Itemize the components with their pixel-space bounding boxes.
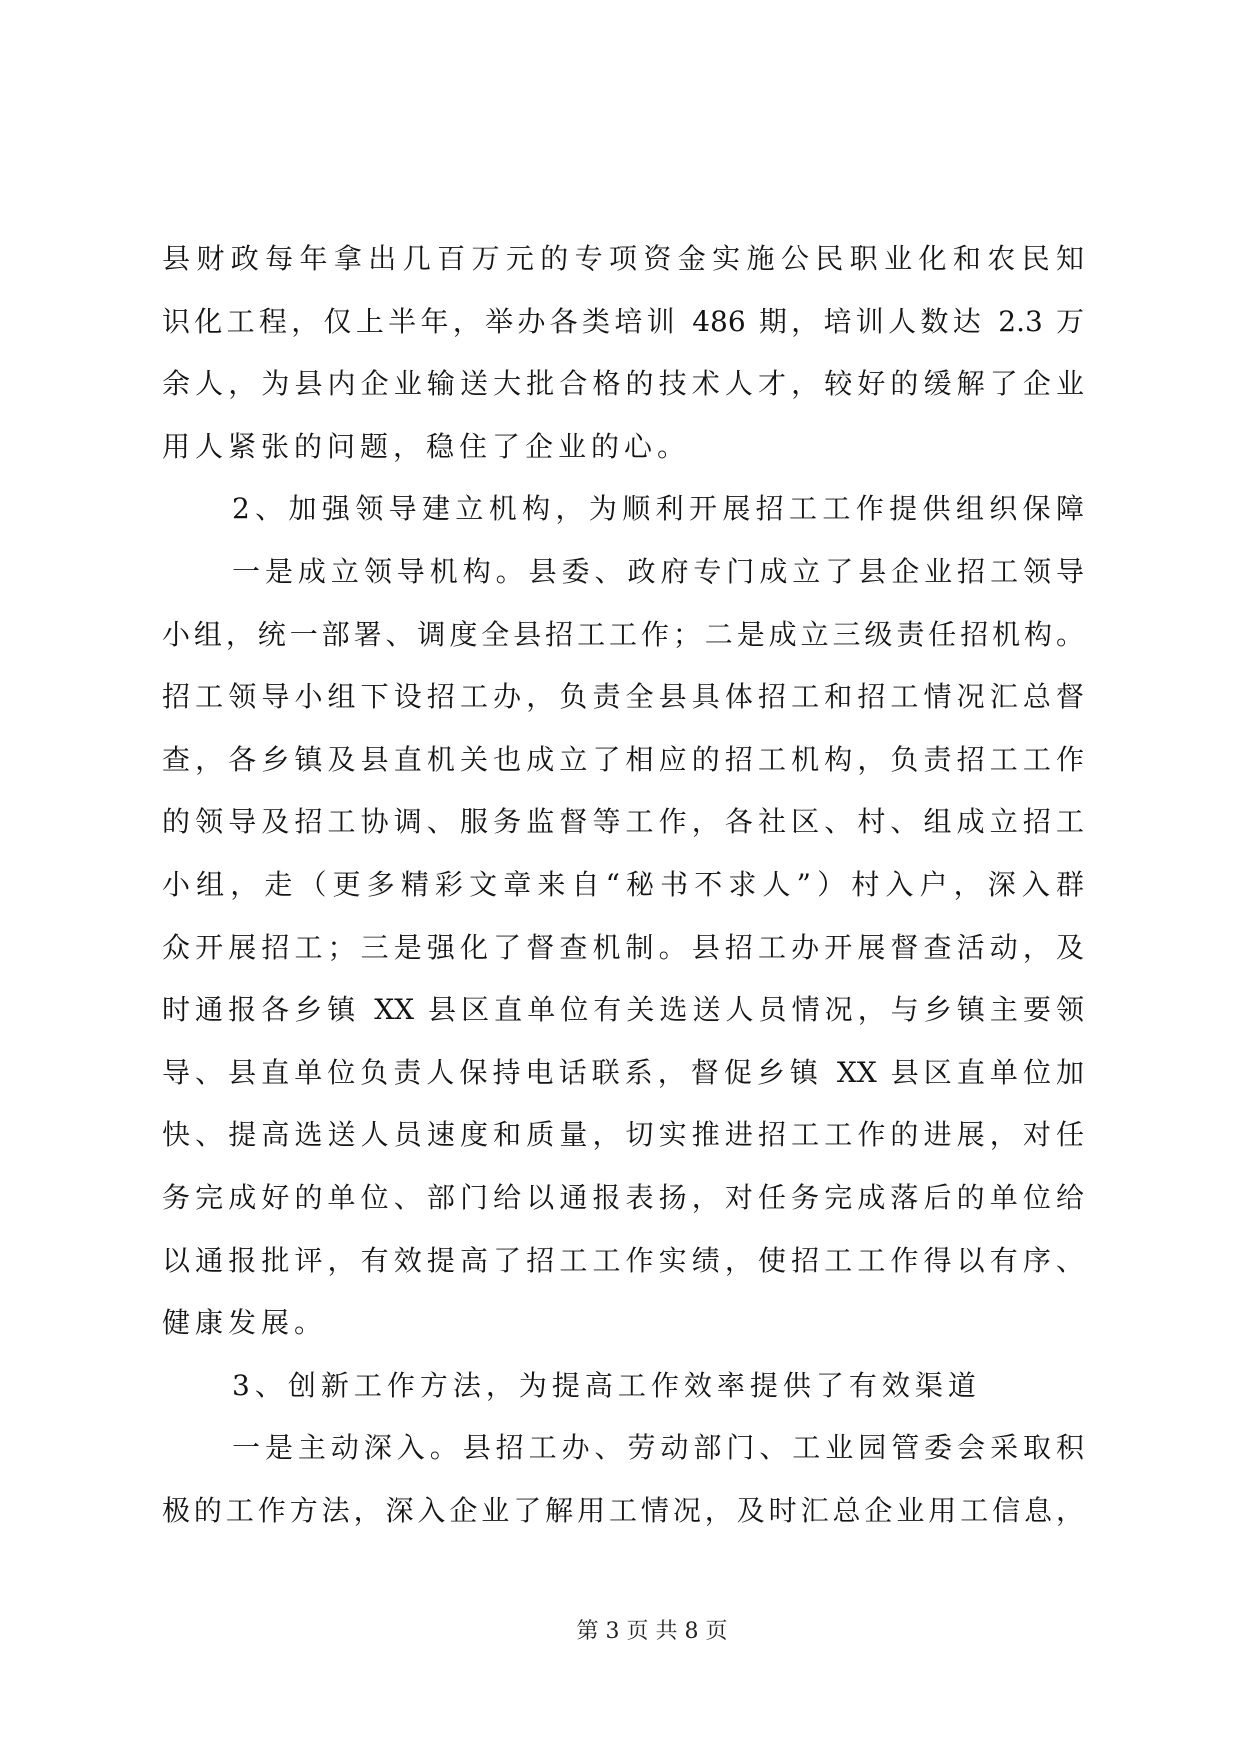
document-body <box>162 228 1084 1542</box>
paragraph-line: 健康发展。 <box>162 1306 328 1340</box>
paragraph-line: 招工领导小组下设招工办，负责全县具体招工和招工情况汇总督 <box>162 680 1084 714</box>
paragraph-line: 查，各乡镇及县直机关也成立了相应的招工机构，负责招工工作 <box>162 742 1084 776</box>
paragraph-line: 的领导及招工协调、服务监督等工作，各社区、村、组成立招工 <box>162 805 1084 839</box>
paragraph-line: 小组，统一部署、调度全县招工工作；二是成立三级责任招机构。 <box>162 617 1084 651</box>
paragraph-line: 一是主动深入。县招工办、劳动部门、工业园管委会采取积 <box>232 1431 1084 1465</box>
section-heading-text: 2、加强领导建立机构，为顺利开展招工工作提供组织保障 <box>232 492 1084 526</box>
paragraph-line: 时通报各乡镇 XX 县区直单位有关选送人员情况，与乡镇主要领 <box>162 993 1084 1027</box>
paragraph <box>162 228 1084 478</box>
paragraph <box>162 1417 1084 1542</box>
paragraph-line: 余人，为县内企业输送大批合格的技术人才，较好的缓解了企业 <box>162 367 1084 401</box>
section-heading-text: 3、创新工作方法，为提高工作效率提供了有效渠道 <box>232 1368 981 1402</box>
paragraph-line: 务完成好的单位、部门给以通报表扬，对任务完成落后的单位给 <box>162 1180 1084 1214</box>
paragraph-line: 用人紧张的问题，稳住了企业的心。 <box>162 429 691 463</box>
paragraph-line: 以通报批评，有效提高了招工工作实绩，使招工工作得以有序、 <box>162 1243 1084 1277</box>
paragraph-line: 导、县直单位负责人保持电话联系，督促乡镇 XX 县区直单位加 <box>162 1055 1084 1089</box>
paragraph-line: 极的工作方法，深入企业了解用工情况，及时汇总企业用工信息， <box>162 1493 1084 1527</box>
paragraph-line: 一是成立领导机构。县委、政府专门成立了县企业招工领导 <box>232 554 1084 588</box>
paragraph-line: 小组，走（更多精彩文章来自“秘书不求人”）村入户，深入群 <box>162 867 1084 901</box>
page-number-footer: 第 3 页 共 8 页 <box>576 1619 728 1644</box>
paragraph <box>162 541 1084 1355</box>
section-heading <box>162 478 1084 541</box>
paragraph-line: 识化工程，仅上半年，举办各类培训 486 期，培训人数达 2.3 万 <box>162 304 1084 338</box>
paragraph-line: 众开展招工；三是强化了督查机制。县招工办开展督查活动，及 <box>162 930 1084 964</box>
paragraph-line: 快、提高选送人员速度和质量，切实推进招工工作的进展，对任 <box>162 1118 1084 1152</box>
paragraph-line: 县财政每年拿出几百万元的专项资金实施公民职业化和农民知 <box>162 242 1084 275</box>
section-heading <box>162 1355 1084 1418</box>
